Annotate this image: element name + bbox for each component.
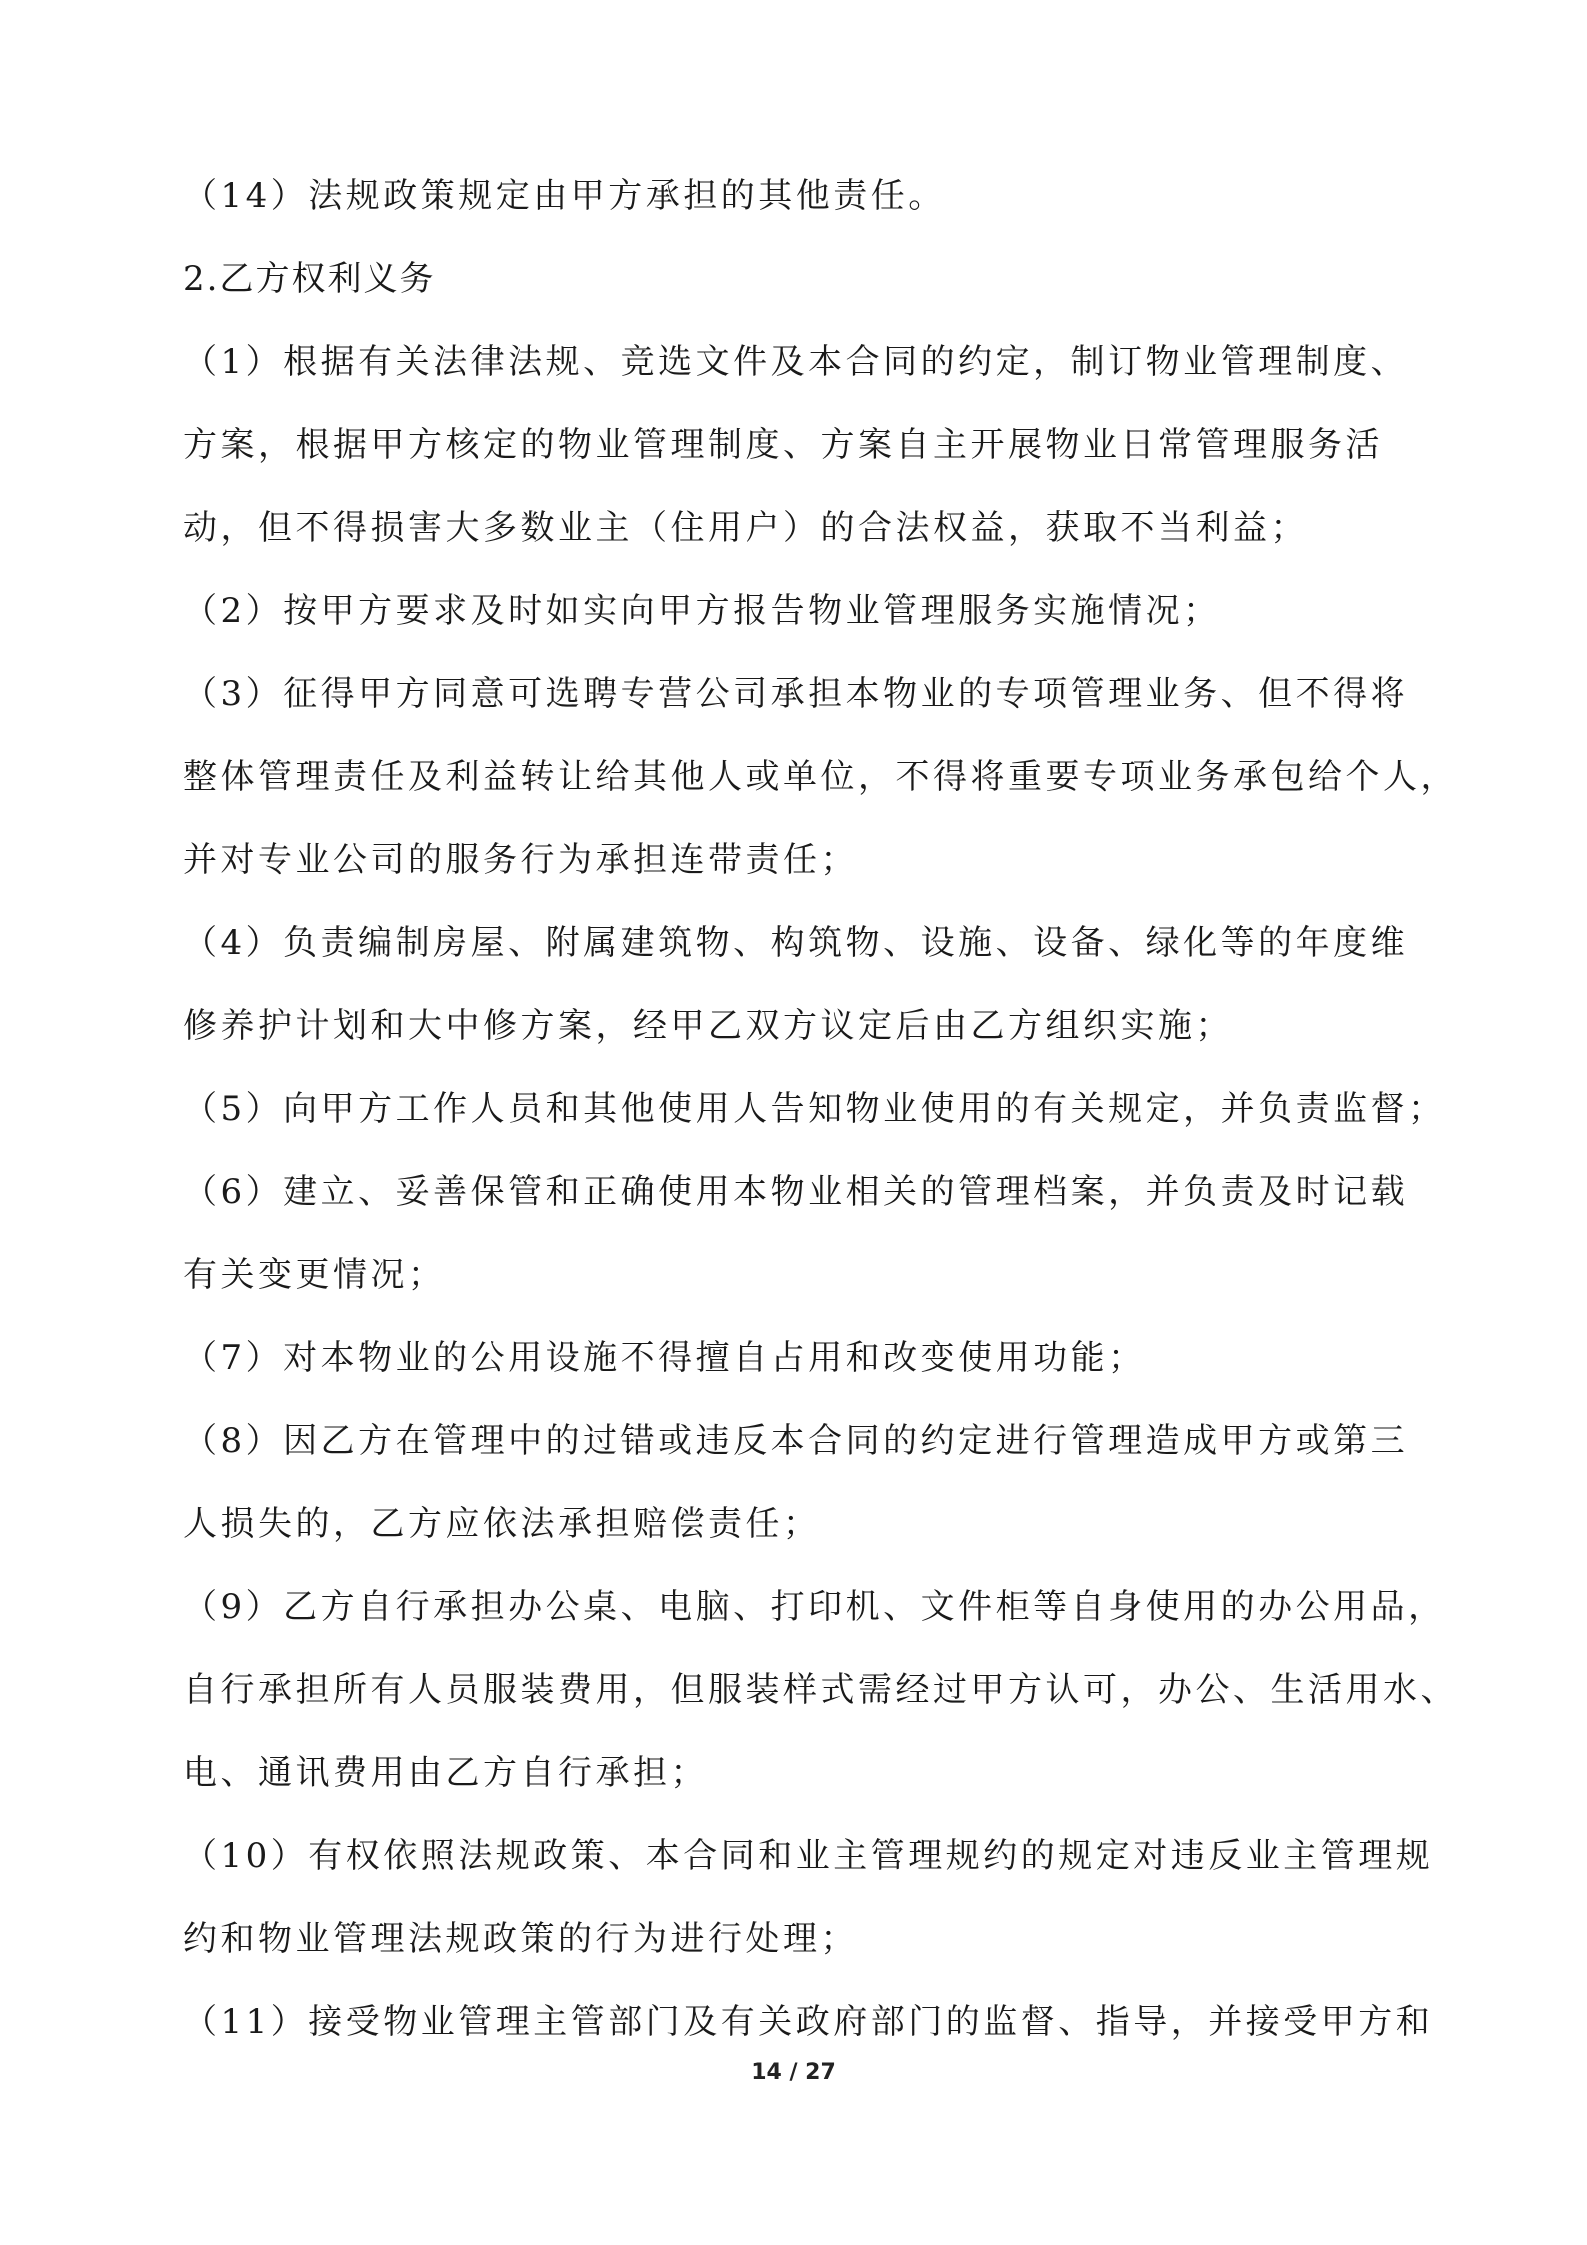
clause-5: （5）向甲方工作人员和其他使用人告知物业使用的有关规定，并负责监督； (183, 1089, 1446, 1129)
clause-14: （14）法规政策规定由甲方承担的其他责任。 (183, 176, 946, 216)
clause-6-line-2: 有关变更情况； (183, 1255, 446, 1295)
clause-3-line-2: 整体管理责任及利益转让给其他人或单位，不得将重要专项业务承包给个人， (183, 757, 1458, 797)
clause-11-line-1: （11）接受物业管理主管部门及有关政府部门的监督、指导，并接受甲方和 (183, 2002, 1434, 2042)
body-text (183, 155, 1458, 2064)
clause-1-line-3: 动，但不得损害大多数业主（住用户）的合法权益，获取不当利益； (183, 508, 1308, 548)
clause-2: （2）按甲方要求及时如实向甲方报告物业管理服务实施情况； (183, 591, 1221, 631)
section-heading: 2.乙方权利义务 (183, 259, 436, 299)
clause-3-line-3: 并对专业公司的服务行为承担连带责任； (183, 840, 858, 880)
clause-4-line-2: 修养护计划和大中修方案，经甲乙双方议定后由乙方组织实施； (183, 1006, 1233, 1046)
clause-10-line-2: 约和物业管理法规政策的行为进行处理； (183, 1919, 858, 1959)
clause-9-line-2: 自行承担所有人员服装费用，但服装样式需经过甲方认可，办公、生活用水、 (183, 1670, 1458, 1710)
clause-6-line-1: （6）建立、妥善保管和正确使用本物业相关的管理档案，并负责及时记载 (183, 1172, 1409, 1212)
clause-9-line-1: （9）乙方自行承担办公桌、电脑、打印机、文件柜等自身使用的办公用品， (183, 1587, 1446, 1627)
clause-1-line-2: 方案，根据甲方核定的物业管理制度、方案自主开展物业日常管理服务活 (183, 425, 1383, 465)
clause-7: （7）对本物业的公用设施不得擅自占用和改变使用功能； (183, 1338, 1146, 1378)
clause-10-line-1: （10）有权依照法规政策、本合同和业主管理规约的规定对违反业主管理规 (183, 1836, 1434, 1876)
clause-9-line-3: 电、通讯费用由乙方自行承担； (183, 1753, 708, 1793)
page-number: 14 / 27 (751, 2060, 836, 2085)
clause-3-line-1: （3）征得甲方同意可选聘专营公司承担本物业的专项管理业务、但不得将 (183, 674, 1409, 714)
clause-1-line-1: （1）根据有关法律法规、竞选文件及本合同的约定，制订物业管理制度、 (183, 342, 1409, 382)
clause-8-line-1: （8）因乙方在管理中的过错或违反本合同的约定进行管理造成甲方或第三 (183, 1421, 1409, 1461)
clause-4-line-1: （4）负责编制房屋、附属建筑物、构筑物、设施、设备、绿化等的年度维 (183, 923, 1409, 963)
clause-8-line-2: 人损失的，乙方应依法承担赔偿责任； (183, 1504, 821, 1544)
